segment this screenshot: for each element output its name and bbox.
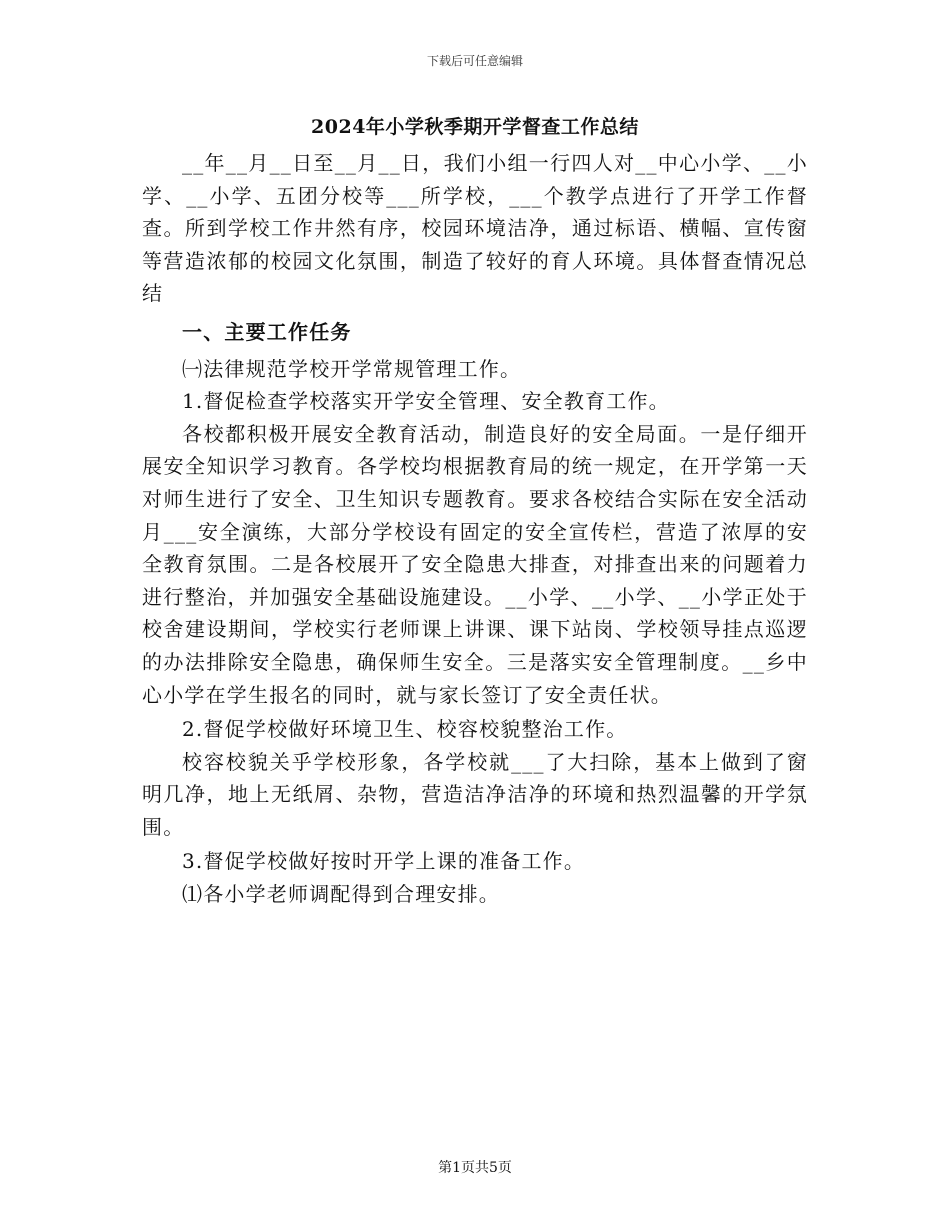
- document-body: [142, 147, 808, 911]
- safety-paragraph: 各校都积极开展安全教育活动，制造良好的安全局面。一是仔细开展安全知识学习教育。各学校均根据教育局的统一规定，在开学第一天对师生进行了安全、卫生知识专题教育。要求各校结合实际在安全活动月___安全演练，大部分学校设有固定的安全宣传栏，营造了浓厚的安全教育氛围。二是各校展开了安全隐患大排查，对排查出来的问题着力进行整治，并加强安全基础设施建设。__小学、__小学、__小学正处于校舍建设期间，学校实行老师课上讲课、课下站岗、学校领导挂点巡逻的办法排除安全隐患，确保师生安全。三是落实安全管理制度。__乡中心小学在学生报名的同时，就与家长签订了安全责任状。: [142, 421, 808, 707]
- page-header-note: 下载后可任意编辑: [426, 54, 523, 68]
- subsection-heading-1: ㈠法律规范学校开学常规管理工作。: [182, 356, 522, 381]
- item-heading-3: 3.督促学校做好按时开学上课的准备工作。: [182, 849, 586, 874]
- item-heading-2: 2.督促学校做好环境卫生、校容校貌整治工作。: [182, 717, 628, 742]
- page-number: 第1页共5页: [438, 1160, 512, 1176]
- sub-item-1: ⑴各小学老师调配得到合理安排。: [182, 882, 500, 907]
- document-title: 2024年小学秋季期开学督查工作总结: [311, 116, 639, 138]
- section-heading-main-tasks: 一、主要工作任务: [182, 319, 352, 344]
- item-heading-1: 1.督促检查学校落实开学安全管理、安全教育工作。: [182, 389, 670, 414]
- intro-paragraph: __年__月__日至__月__日，我们小组一行四人对__中心小学、__小学、__小学、五团分校等___所学校，___个教学点进行了开学工作督查。所到学校工作井然有序，校园环境洁净，通过标语、横幅、宣传窗等营造浓郁的校园文化氛围，制造了较好的育人环境。具体督查情况总结: [142, 151, 808, 306]
- environment-paragraph: 校容校貌关乎学校形象，各学校就___了大扫除，基本上做到了窗明几净，地上无纸屑、杂物，营造洁净洁净的环境和热烈温馨的开学氛围。: [142, 749, 808, 839]
